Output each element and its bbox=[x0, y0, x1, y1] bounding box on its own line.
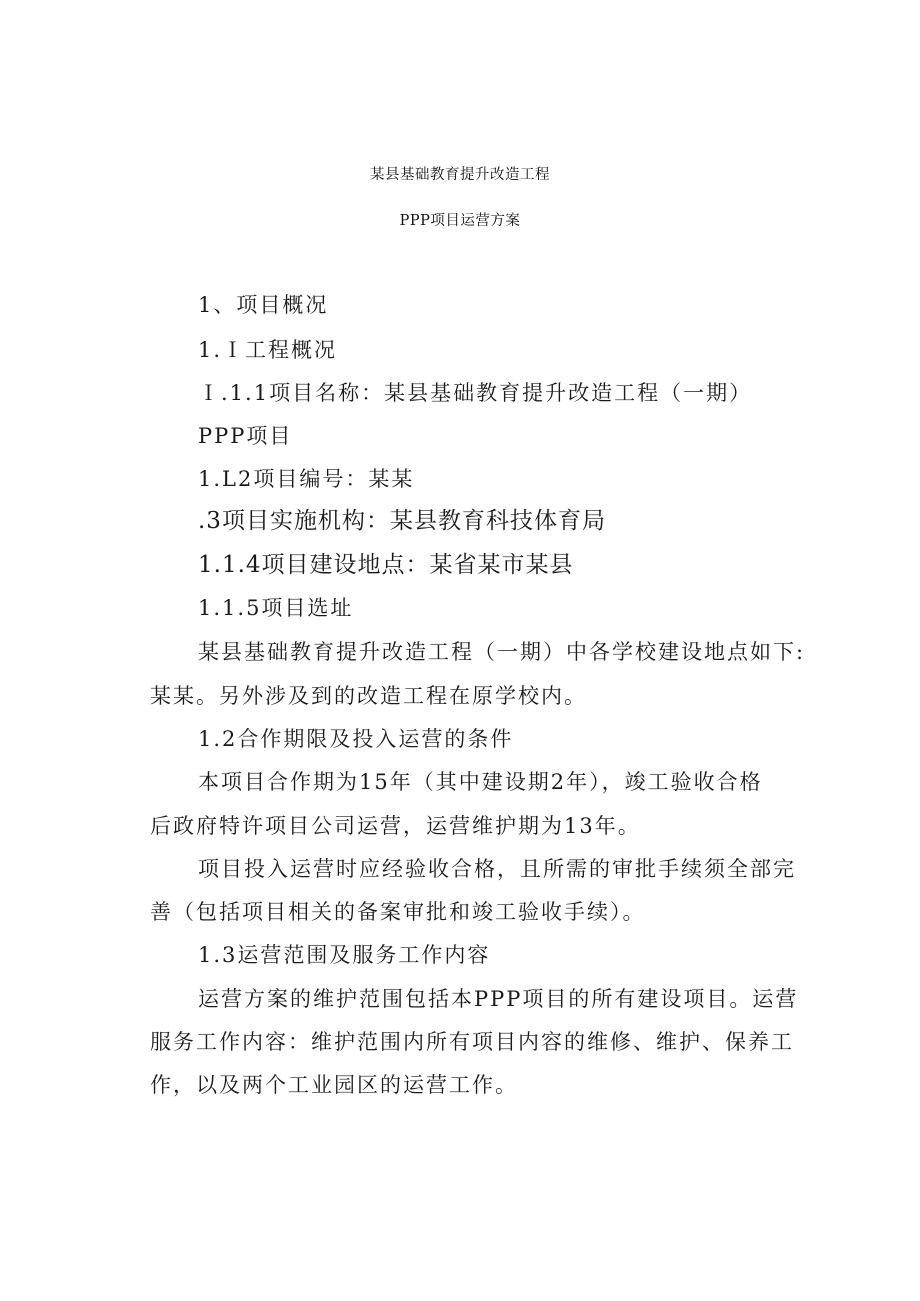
item-project-name-continued: PPP项目 bbox=[198, 424, 293, 448]
paragraph-3-line-1: 项目投入运营时应经验收合格，且所需的审批手续须全部完 bbox=[198, 857, 796, 881]
item-project-location: 1.1.4项目建设地点：某省某市某县 bbox=[198, 552, 574, 578]
paragraph-1-line-1: 某县基础教育提升改造工程（一期）中各学校建设地点如下: bbox=[198, 640, 806, 664]
section-heading-1-2: 1.2合作期限及投入运营的条件 bbox=[198, 727, 514, 751]
paragraph-4-line-2: 服务工作内容：维护范围内所有项目内容的维修、维护、保养工 bbox=[150, 1030, 794, 1054]
section-heading-1-3: 1.3运营范围及服务工作内容 bbox=[198, 943, 491, 967]
item-site-selection: 1.1.5项目选址 bbox=[198, 596, 354, 620]
paragraph-4-line-1: 运营方案的维护范围包括本PPP项目的所有建设项目。运营 bbox=[198, 987, 799, 1011]
paragraph-3-line-2: 善（包括项目相关的备案审批和竣工验收手续）。 bbox=[150, 900, 646, 924]
item-project-name: Ｉ.1.1项目名称：某县基础教育提升改造工程（一期） bbox=[198, 381, 753, 405]
paragraph-1-line-2: 某某。另外涉及到的改造工程在原学校内。 bbox=[150, 684, 587, 708]
paragraph-2-line-1: 本项目合作期为15年（其中建设期2年），竣工验收合格 bbox=[198, 770, 763, 794]
paragraph-2-line-2: 后政府特许项目公司运营，运营维护期为13年。 bbox=[150, 814, 641, 838]
section-heading-1: 1、项目概况 bbox=[198, 293, 329, 317]
document-title-line-2: PPP项目运营方案 bbox=[399, 213, 521, 229]
paragraph-4-line-3: 作，以及两个工业园区的运营工作。 bbox=[150, 1073, 518, 1097]
item-project-number: 1.L2项目编号：某某 bbox=[198, 467, 415, 491]
document-title-line-1: 某县基础教育提升改造工程 bbox=[370, 167, 550, 183]
item-implementing-agency: .3项目实施机构：某县教育科技体育局 bbox=[198, 508, 606, 534]
section-heading-1-1: 1.Ｉ工程概况 bbox=[198, 338, 338, 362]
